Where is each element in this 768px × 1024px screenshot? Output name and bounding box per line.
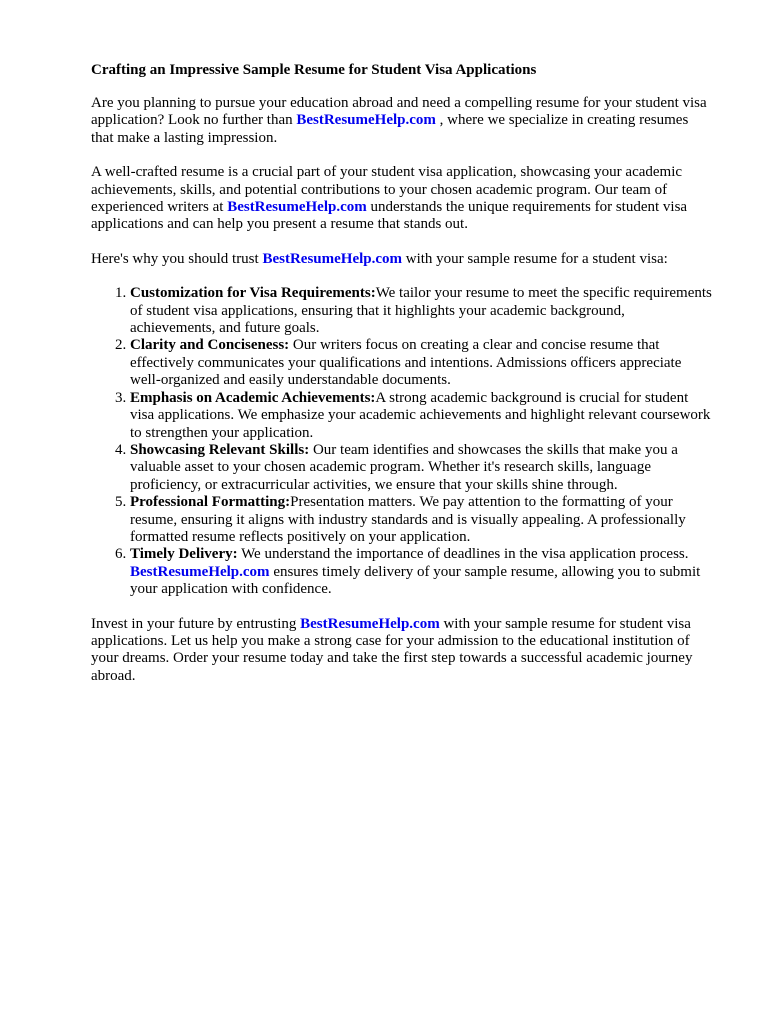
trust-text-after: with your sample resume for a student visa: xyxy=(402,250,668,267)
trust-paragraph xyxy=(91,251,711,268)
writers-text-before: A well-crafted resume is a crucial part of your student visa application, showcasing your academic achievements, skills, and potential contributions to your chosen academic program. Our team of experienced writers at xyxy=(91,164,683,216)
reason-heading: Customization for Visa Requirements: xyxy=(130,285,376,302)
site-link[interactable]: BestResumeHelp.com xyxy=(130,563,270,580)
closing-text-before: Invest in your future by entrusting xyxy=(91,615,301,632)
reason-heading: Timely Delivery: xyxy=(130,546,238,563)
list-item xyxy=(130,390,712,442)
reasons-list xyxy=(91,285,712,598)
reason-heading: Clarity and Conciseness: xyxy=(130,337,290,354)
intro-text-before: Are you planning to pursue your education abroad and need a compelling resume for your student visa application? Look no further than xyxy=(91,95,707,129)
site-link[interactable]: BestResumeHelp.com xyxy=(296,112,436,129)
writers-text-after: understands the unique requirements for student visa applications and can help you present a resume that stands out. xyxy=(91,199,688,233)
reason-text: A strong academic background is crucial for student visa applications. We emphasize your academic achievements and highlight relevant coursework to strengthen your application. xyxy=(130,389,711,441)
reason-text: Our writers focus on creating a clear and concise resume that effectively communicates your qualifications and intentions. Admissions officers appreciate well-organized and easily understandable documents. xyxy=(130,337,682,389)
reason-text: We understand the importance of deadlines in the visa application process. xyxy=(237,546,689,563)
site-link[interactable]: BestResumeHelp.com xyxy=(262,250,403,267)
intro-paragraph xyxy=(91,95,711,147)
list-item xyxy=(130,285,712,337)
reason-text: Presentation matters. We pay attention to the formatting of your resume, ensuring it aligns with industry standards and is visually appealing. A professionally formatted resume reflects positively on your application. xyxy=(130,494,686,545)
reason-text: Our team identifies and showcases the skills that make you a valuable asset to your chosen academic program. Whether it's research skills, language proficiency, or extracurricular activities, we ensure that your skills shine through. xyxy=(130,441,678,493)
trust-text-before: Here's why you should trust xyxy=(91,250,263,267)
reason-text: We tailor your resume to meet the specific requirements of student visa applications, ensuring that it highlights your academic background, achievements, and future goals. xyxy=(130,285,712,337)
closing-text-after: with your sample resume for student visa applications. Let us help you make a strong case for your admission to the educational institution of your dreams. Order your resume today and take the first step towards a successful academic journey abroad. xyxy=(91,615,693,684)
list-item xyxy=(130,337,712,389)
reason-heading: Emphasis on Academic Achievements: xyxy=(130,389,376,406)
reason-text-after-link: ensures timely delivery of your sample resume, allowing you to submit your application with confidence. xyxy=(130,563,701,598)
intro-text-after: , where we specialize in creating resumes that make a lasting impression. xyxy=(91,112,689,146)
reason-heading: Professional Formatting: xyxy=(130,494,291,511)
site-link[interactable]: BestResumeHelp.com xyxy=(227,199,367,216)
reason-heading: Showcasing Relevant Skills: xyxy=(130,441,310,458)
list-item xyxy=(130,494,712,546)
document-title: Crafting an Impressive Sample Resume for Student Visa Applications xyxy=(91,62,537,78)
site-link[interactable]: BestResumeHelp.com xyxy=(300,615,440,632)
list-item xyxy=(130,442,712,494)
list-item xyxy=(130,546,712,598)
closing-paragraph xyxy=(91,616,711,686)
writers-paragraph xyxy=(91,164,711,234)
